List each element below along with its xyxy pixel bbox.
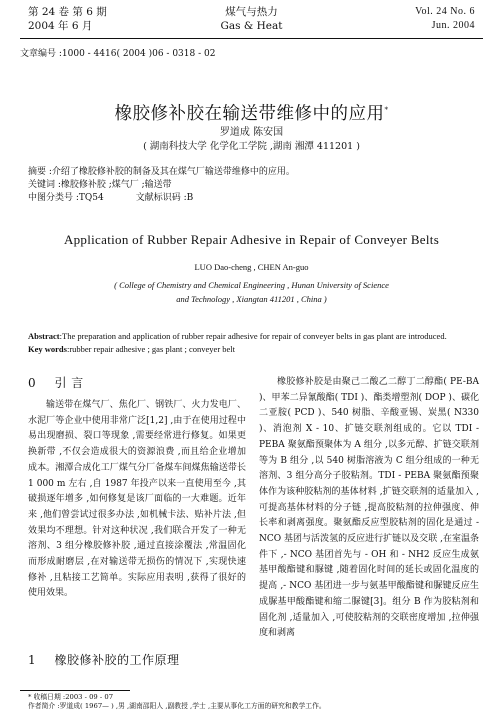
clc-number: 中图分类号 :TQ54	[28, 193, 104, 203]
date-en: Jun. 2004	[431, 20, 475, 31]
abstract-en-text: :The preparation and application of rubber repair adhesive for repair of conveyer belts in gas plant are introduced.	[59, 331, 447, 341]
keywords-en	[28, 343, 475, 356]
journal-en: Gas & Heat	[220, 20, 283, 32]
footnote-rule	[20, 690, 130, 691]
volume-cn: 第 24 卷 第 6 期	[28, 6, 107, 18]
section-0-heading	[28, 375, 84, 391]
footnote	[28, 693, 488, 710]
title-footnote-mark: *	[384, 106, 389, 115]
section-1-number: 1	[28, 653, 37, 667]
abstract-en-body	[28, 330, 475, 343]
section-1-heading	[28, 652, 179, 668]
title-cn-text: 橡胶修补胶在输送带维修中的应用	[114, 104, 385, 124]
abstract-cn-keywords: 关键词 :橡胶修补胶 ;煤气厂 ;输送带	[28, 180, 172, 190]
keywords-en-text: :rubber repair adhesive ; gas plant ; conveyer belt	[66, 344, 236, 354]
abstract-en-label: Abstract	[28, 331, 60, 341]
journal-cn: 煤气与热力	[225, 6, 278, 18]
footnote-received: * 收稿日期 :2003 - 09 - 07	[28, 693, 114, 701]
abstract-cn	[28, 166, 483, 205]
section-0-number: 0	[28, 376, 37, 390]
affiliation-en	[40, 279, 463, 306]
date-cn: 2004 年 6 月	[28, 20, 93, 32]
document-code: 文献标识码 :B	[135, 193, 194, 203]
principle-paragraph: 橡胶修补胶是由聚己二酸乙二醇丁二醇酯( PE-BA )、甲苯二异氰酸酯( TDI )、酯类增塑剂( DOP )、碳化二亚胺( PCD )、540 树脂、辛酸亚锡、炭黑( N330 )、消泡剂 X - 10、扩链交联剂组成的。它以 TDI - PEBA 聚氨酯预聚体为 A 组分 ,以多元醇、扩链交联剂等为 B 组分 ,以 540 树脂溶液为 C 组分组成的一种无溶剂、3 组分高分子胶粘剂。TDI - PEBA 聚氨酯预聚体作为该种胶粘剂的基体材料 ,扩链交联剂的适量加入 ,可提高基体材料的分子链 ,提高胶粘剂的拉伸强度、伸长率和剥离强度。聚氨酯反应型胶粘剂的固化是通过 - NCO 基团与活泼氢的反应进行扩链以及交联 ,在室温条件下 ,- NCO 基团首先与 - OH 和 - NH2 反应生成氨基甲酸酯键和脲键 ,随着固化时间的延长或固化温度的提高 ,- NCO 基团进一步与氨基甲酸酯键和脲键反应生成脲基甲酸酯键和缩二脲键[3]。组分 B 作为胶粘剂和固化剂 ,适量加入 ,可使胶粘剂的交联密度增加 ,拉伸强度和剥离	[259, 377, 479, 639]
volume-en: Vol. 24 No. 6	[415, 6, 475, 17]
section-1-title: 橡胶修补胶的工作原理	[54, 653, 180, 667]
left-column	[28, 398, 246, 602]
title-cn	[0, 100, 503, 125]
abstract-cn-summary: 摘要 :介绍了橡胶修补胶的制备及其在煤气厂输送带维修中的应用。	[28, 167, 295, 177]
abstract-en	[28, 330, 475, 356]
authors-cn: 罗道成 陈安国	[219, 127, 284, 138]
footnote-author: 作者简介 :罗道成( 1967— ) ,男 ,湖南邵阳人 ,副教授 ,学士 ,主要从事化工方面的研究和教学工作。	[28, 701, 326, 710]
header-rule	[20, 38, 483, 39]
article-number: 文章编号 :1000 - 4416( 2004 )06 - 0318 - 02	[20, 49, 216, 59]
title-en: Application of Rubber Repair Adhesive in Repair of Conveyer Belts	[63, 232, 440, 247]
affiliation-en-line1: ( College of Chemistry and Chemical Engineering , Hunan University of Science	[114, 280, 389, 290]
keywords-en-label: Key words	[28, 344, 67, 354]
header-right	[415, 5, 475, 33]
section-0-title: 引 言	[54, 376, 84, 390]
authors-en: LUO Dao-cheng , CHEN An-guo	[194, 262, 309, 272]
affiliation-cn: ( 湖南科技大学 化学化工学院 ,湖南 湘潭 411201 )	[143, 141, 360, 152]
right-column	[259, 375, 479, 642]
abstract-cn-codes	[28, 192, 483, 205]
intro-paragraph: 输送带在煤气厂、焦化厂、钢铁厂、火力发电厂、水泥厂等企业中使用非常广泛[1,2] ,由于在使用过程中易出现磨损、裂口等现象 ,需要经常进行修复。如果更换新带 ,不仅会造成很大的资源浪费 ,而且给企业增加成本。湘潭合成化工厂煤气分厂备煤车间煤焦输送带长 1 000 m 左右 ,自 1987 年投产以来一直使用至今 ,其破损逐年增多 ,如何修复是该厂面临的一大难题。近年来 ,他们曾尝试过很多办法 ,如机械卡法、贴补片法 ,但效果均不理想。针对这种状况 ,我们联合开发了一种无溶剂、3 组分橡胶修补胶 ,通过直接涂覆法 ,常温固化而形成耐磨层 ,在对输送带无损伤的情况下 ,实现快速修补 ,且粘接工艺简单。实际应用表明 ,获得了很好的使用效果。	[28, 400, 246, 599]
affiliation-en-line2: and Technology , Xiangtan 411201 , China )	[176, 293, 327, 304]
